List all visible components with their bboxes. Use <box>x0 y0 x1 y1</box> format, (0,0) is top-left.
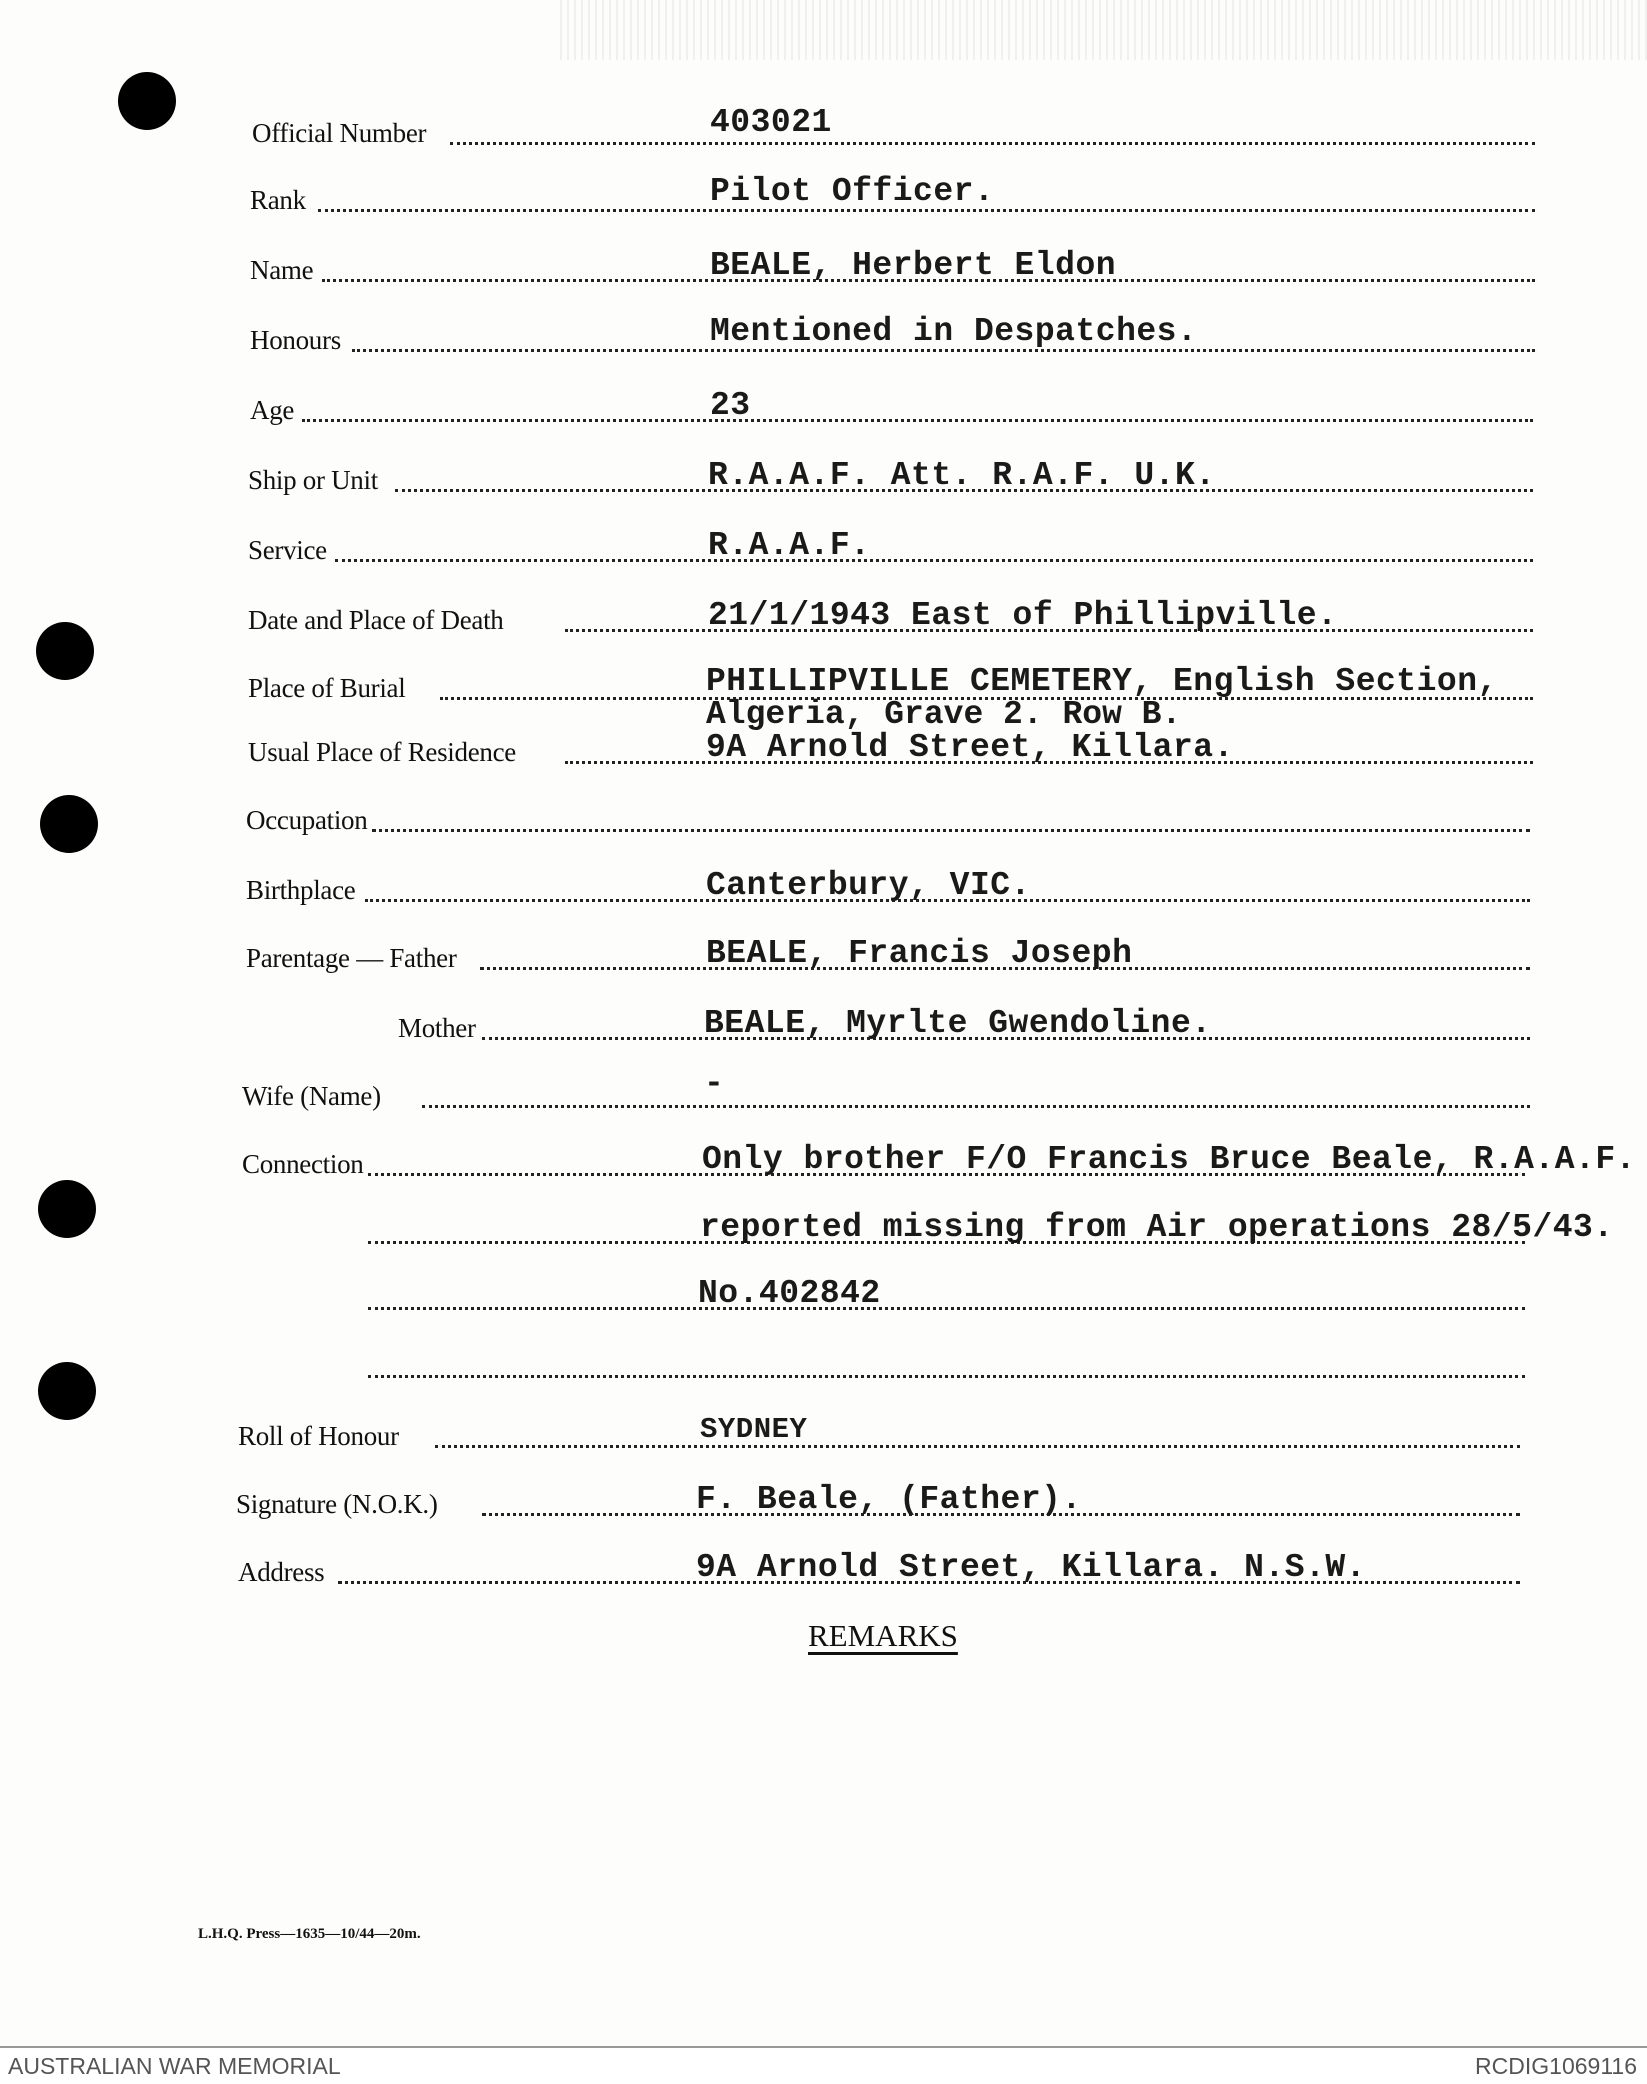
row-connection-2 <box>0 1204 1647 1254</box>
label-rank: Rank <box>250 185 306 215</box>
row-name <box>0 242 1647 292</box>
label-date-place-death: Date and Place of Death <box>248 605 504 635</box>
footer-source: AUSTRALIAN WAR MEMORIAL <box>8 2053 341 2079</box>
dotted-line <box>368 1375 1525 1378</box>
row-father <box>0 930 1647 980</box>
value-mother: BEALE, Myrlte Gwendoline. <box>704 1005 1212 1042</box>
value-place-of-burial: PHILLIPVILLE CEMETERY, English Section, <box>706 663 1498 700</box>
row-mother <box>0 1000 1647 1050</box>
row-service <box>0 522 1647 572</box>
value-ship-or-unit: R.A.A.F. Att. R.A.F. U.K. <box>708 457 1216 494</box>
row-address <box>0 1544 1647 1594</box>
label-roll-of-honour: Roll of Honour <box>238 1421 399 1451</box>
row-date-place-death <box>0 592 1647 642</box>
row-official-number <box>0 105 1647 155</box>
row-age <box>0 382 1647 432</box>
dotted-line <box>422 1105 1530 1108</box>
press-mark: L.H.Q. Press—1635—10/44—20m. <box>198 1926 421 1942</box>
label-wife: Wife (Name) <box>242 1081 381 1111</box>
row-wife <box>0 1065 1647 1118</box>
label-name: Name <box>250 255 314 285</box>
value-rank: Pilot Officer. <box>710 173 995 210</box>
label-occupation: Occupation <box>246 805 368 835</box>
value-age: 23 <box>710 387 751 424</box>
value-official-number: 403021 <box>710 104 832 141</box>
label-usual-residence: Usual Place of Residence <box>248 737 516 767</box>
row-connection-3 <box>0 1270 1647 1320</box>
row-rank <box>0 172 1647 222</box>
row-roll-of-honour <box>0 1408 1647 1458</box>
dotted-line <box>302 419 1533 422</box>
dotted-line <box>368 1307 1525 1310</box>
dotted-line <box>435 1445 1520 1448</box>
label-honours: Honours <box>250 325 341 355</box>
label-ship-or-unit: Ship or Unit <box>248 465 378 495</box>
label-signature: Signature (N.O.K.) <box>236 1489 438 1519</box>
value-honours: Mentioned in Despatches. <box>710 313 1198 350</box>
label-official-number: Official Number <box>252 118 427 148</box>
value-connection-line2: reported missing from Air operations 28/5/43. <box>700 1209 1614 1246</box>
value-connection-line1: Only brother F/O Francis Bruce Beale, R.A.A.F. <box>702 1141 1636 1178</box>
value-address: 9A Arnold Street, Killara. N.S.W. <box>696 1549 1367 1586</box>
value-service: R.A.A.F. <box>708 527 871 564</box>
remarks-heading: REMARKS <box>808 1618 958 1653</box>
label-place-of-burial: Place of Burial <box>248 673 406 703</box>
row-honours <box>0 312 1647 362</box>
row-occupation <box>0 792 1647 842</box>
label-service: Service <box>248 535 327 565</box>
value-father: BEALE, Francis Joseph <box>706 935 1133 972</box>
value-usual-residence: 9A Arnold Street, Killara. <box>706 729 1234 766</box>
value-connection-line3: No.402842 <box>698 1275 881 1312</box>
dotted-line <box>450 142 1535 145</box>
footer-id: RCDIG1069116 <box>1475 2053 1637 2079</box>
dotted-line <box>372 829 1530 832</box>
label-mother: Mother <box>398 1013 476 1043</box>
label-address: Address <box>238 1557 325 1587</box>
row-connection <box>0 1136 1647 1186</box>
label-connection: Connection <box>242 1149 364 1179</box>
row-ship-or-unit <box>0 452 1647 502</box>
dotted-line <box>335 559 1533 562</box>
value-birthplace: Canterbury, VIC. <box>706 867 1031 904</box>
row-usual-residence <box>0 724 1647 774</box>
value-wife: - <box>704 1065 725 1102</box>
row-birthplace <box>0 862 1647 912</box>
row-signature <box>0 1476 1647 1526</box>
row-connection-4 <box>0 1338 1647 1388</box>
value-date-place-death: 21/1/1943 East of Phillipville. <box>708 597 1338 634</box>
value-place-of-burial-line2: Algeria, Grave 2. Row B. <box>706 696 1182 733</box>
label-father: Parentage — Father <box>246 943 457 973</box>
value-name: BEALE, Herbert Eldon <box>710 247 1117 284</box>
label-age: Age <box>250 395 295 425</box>
value-signature: F. Beale, (Father). <box>696 1481 1082 1518</box>
label-birthplace: Birthplace <box>246 875 356 905</box>
scan-noise <box>560 0 1647 60</box>
value-roll-of-honour: SYDNEY <box>700 1413 808 1446</box>
